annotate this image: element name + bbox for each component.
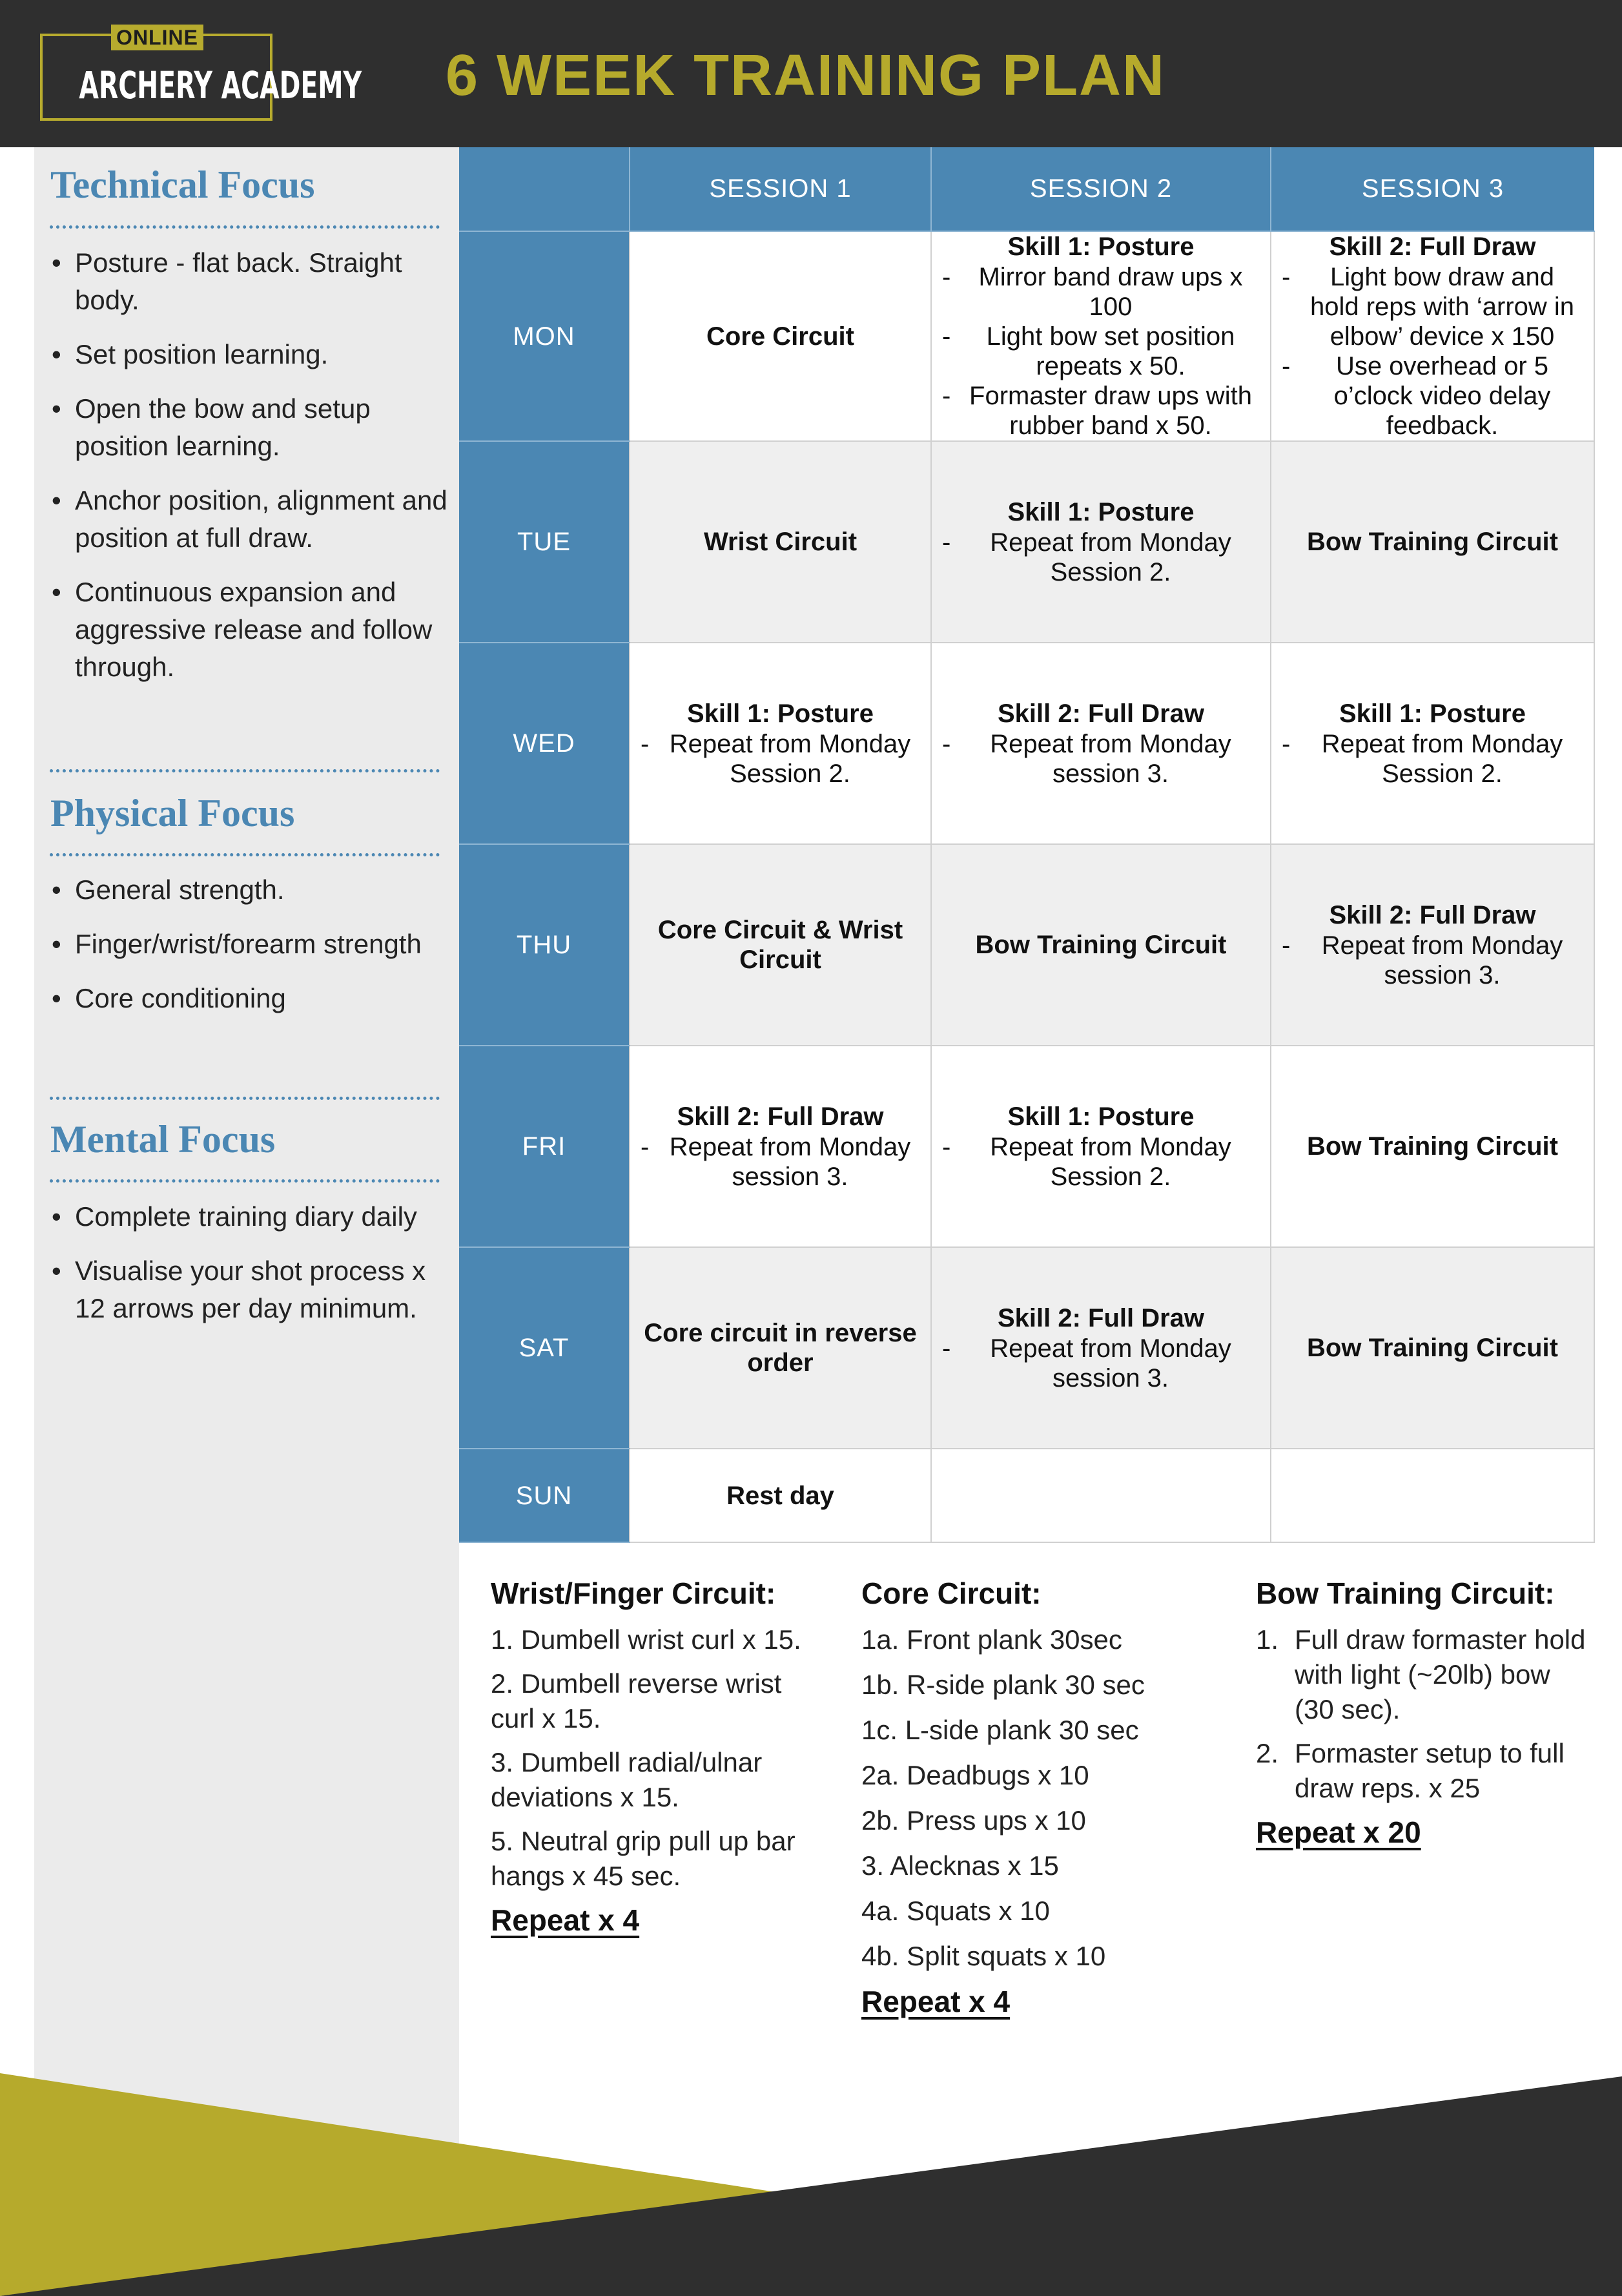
list-item: • Finger/wrist/forearm strength [50, 926, 457, 963]
corner-header [459, 147, 630, 231]
thu-session-1: Core Circuit & Wrist Circuit [630, 844, 931, 1046]
table-row-sun [459, 1449, 1594, 1542]
wed-session-3 [1271, 643, 1594, 844]
physical-focus-list [50, 871, 457, 1034]
item-number: 1. [1256, 1624, 1279, 1655]
list-item: 2b. Press ups x 10 [861, 1805, 1086, 1836]
drill-line: - Repeat from Monday Session 2. [641, 729, 920, 789]
list-item: • General strength. [50, 871, 457, 909]
logo-wordmark: ARCHERY ACADEMY [79, 63, 362, 107]
sun-session-1: Rest day [630, 1449, 931, 1542]
skill-title: Skill 2: Full Draw [677, 1102, 884, 1131]
drill-line: - Repeat from Monday session 3. [641, 1132, 920, 1192]
tue-session-1: Wrist Circuit [630, 441, 931, 643]
item-text: Full draw formaster hold with light (~20lb) bow (30 sec). [1295, 1624, 1586, 1724]
skill-title: Skill 1: Posture [687, 699, 874, 728]
divider [50, 1097, 440, 1100]
list-item: 1b. R-side plank 30 sec [861, 1670, 1145, 1700]
day-label: MON [459, 231, 630, 441]
drill-line: - Light bow set position repeats x 50. [942, 322, 1260, 381]
list-item: 4a. Squats x 10 [861, 1896, 1050, 1926]
divider [50, 769, 440, 772]
training-schedule-table [459, 147, 1595, 1543]
drill-line: - Mirror band draw ups x 100 [942, 262, 1260, 322]
drill-line: - Repeat from Monday session 3. [942, 729, 1260, 789]
page-title: 6 WEEK TRAINING PLAN [446, 43, 1166, 108]
skill-title: Skill 2: Full Draw [997, 1303, 1205, 1332]
skill-title: Skill 2: Full Draw [1329, 900, 1536, 929]
day-label: WED [459, 643, 630, 844]
sat-session-2 [931, 1247, 1271, 1449]
sat-session-1: Core circuit in reverse order [630, 1247, 931, 1449]
item-number: 2. [1256, 1738, 1279, 1768]
drill-line: - Use overhead or 5 o’clock video delay feedback. [1282, 351, 1583, 440]
list-item: 2. Dumbell reverse wrist curl x 15. [491, 1668, 782, 1733]
bow-training-circuit [1256, 1576, 1592, 1850]
fri-session-1 [630, 1046, 931, 1247]
session-3-header: SESSION 3 [1271, 147, 1594, 231]
table-header-row [459, 147, 1594, 231]
drill-line: - Repeat from Monday session 3. [1282, 931, 1583, 990]
logo-online-label: ONLINE [111, 25, 203, 50]
day-label: SUN [459, 1449, 630, 1542]
item-text: Formaster setup to full draw reps. x 25 [1295, 1738, 1565, 1803]
divider [50, 1179, 440, 1183]
mon-session-3 [1271, 231, 1594, 441]
day-label: FRI [459, 1046, 630, 1247]
skill-title: Skill 1: Posture [1339, 699, 1526, 728]
list-item: 3. Dumbell radial/ulnar deviations x 15. [491, 1747, 763, 1812]
fri-session-3: Bow Training Circuit [1271, 1046, 1594, 1247]
list-item: 5. Neutral grip pull up bar hangs x 45 sec. [491, 1826, 796, 1891]
list-item: • Continuous expansion and aggressive release and follow through. [50, 574, 457, 686]
list-item: • Open the bow and setup position learning. [50, 390, 457, 465]
sat-session-3: Bow Training Circuit [1271, 1247, 1594, 1449]
session-1-header: SESSION 1 [630, 147, 931, 231]
circuit-title: Wrist/Finger Circuit: [491, 1577, 776, 1610]
tue-session-2 [931, 441, 1271, 643]
list-item: • Posture - flat back. Straight body. [50, 244, 457, 319]
drill-line: - Repeat from Monday session 3. [942, 1334, 1260, 1393]
header-bar [0, 0, 1622, 147]
divider [50, 225, 440, 229]
drill-line: - Repeat from Monday Session 2. [942, 1132, 1260, 1192]
list-item: 1a. Front plank 30sec [861, 1624, 1122, 1655]
list-item: • Complete training diary daily [50, 1198, 457, 1236]
table-row-tue [459, 441, 1594, 643]
sun-session-3 [1271, 1449, 1594, 1542]
repeat-label: Repeat x 4 [861, 1985, 1011, 2018]
sun-session-2 [931, 1449, 1271, 1542]
mental-focus-list [50, 1198, 457, 1344]
list-item: 2a. Deadbugs x 10 [861, 1760, 1089, 1790]
fri-session-2 [931, 1046, 1271, 1247]
day-label: TUE [459, 441, 630, 643]
repeat-label: Repeat x 20 [1256, 1815, 1421, 1849]
technical-focus-list [50, 244, 457, 703]
skill-title: Skill 1: Posture [1007, 233, 1195, 261]
divider [50, 853, 440, 856]
wrist-finger-circuit [491, 1576, 826, 1938]
skill-title: Skill 2: Full Draw [1329, 233, 1536, 261]
table-row-sat [459, 1247, 1594, 1449]
day-label: SAT [459, 1247, 630, 1449]
table-row-fri [459, 1046, 1594, 1247]
repeat-label: Repeat x 4 [491, 1903, 640, 1937]
core-circuit [861, 1576, 1223, 2019]
list-item: • Anchor position, alignment and position at full draw. [50, 482, 457, 557]
skill-title: Skill 2: Full Draw [997, 699, 1205, 728]
list-item: 3. Alecknas x 15 [861, 1850, 1059, 1881]
list-item: 1c. L-side plank 30 sec [861, 1715, 1139, 1745]
list-item: • Visualise your shot process x 12 arrows per day minimum. [50, 1252, 457, 1327]
table-row-wed [459, 643, 1594, 844]
table-row-mon [459, 231, 1594, 441]
technical-focus-heading: Technical Focus [50, 163, 315, 206]
thu-session-3 [1271, 844, 1594, 1046]
drill-line: - Formaster draw ups with rubber band x 50. [942, 381, 1260, 440]
skill-title: Skill 1: Posture [1007, 497, 1195, 526]
circuit-title: Core Circuit: [861, 1577, 1042, 1610]
list-item: 1. Dumbell wrist curl x 15. [491, 1624, 801, 1655]
tue-session-3: Bow Training Circuit [1271, 441, 1594, 643]
mon-session-1: Core Circuit [630, 231, 931, 441]
list-item: • Set position learning. [50, 336, 457, 373]
thu-session-2: Bow Training Circuit [931, 844, 1271, 1046]
focus-sidebar [34, 147, 459, 2296]
skill-title: Skill 1: Posture [1007, 1102, 1195, 1131]
list-item [1256, 1622, 1592, 1727]
mental-focus-heading: Mental Focus [50, 1118, 276, 1161]
table-row-thu [459, 844, 1594, 1046]
circuit-title: Bow Training Circuit: [1256, 1577, 1555, 1610]
list-item: 4b. Split squats x 10 [861, 1941, 1106, 1971]
drill-line: - Light bow draw and hold reps with ‘arrow in elbow’ device x 150 [1282, 262, 1583, 351]
drill-line: - Repeat from Monday Session 2. [1282, 729, 1583, 789]
drill-line: - Repeat from Monday Session 2. [942, 528, 1260, 587]
list-item: • Core conditioning [50, 980, 457, 1017]
day-label: THU [459, 844, 630, 1046]
physical-focus-heading: Physical Focus [50, 792, 295, 834]
list-item [1256, 1736, 1592, 1806]
wed-session-1 [630, 643, 931, 844]
mon-session-2 [931, 231, 1271, 441]
session-2-header: SESSION 2 [931, 147, 1271, 231]
bottom-decorative-stripes [0, 2067, 1622, 2296]
logo [40, 26, 362, 121]
wed-session-2 [931, 643, 1271, 844]
